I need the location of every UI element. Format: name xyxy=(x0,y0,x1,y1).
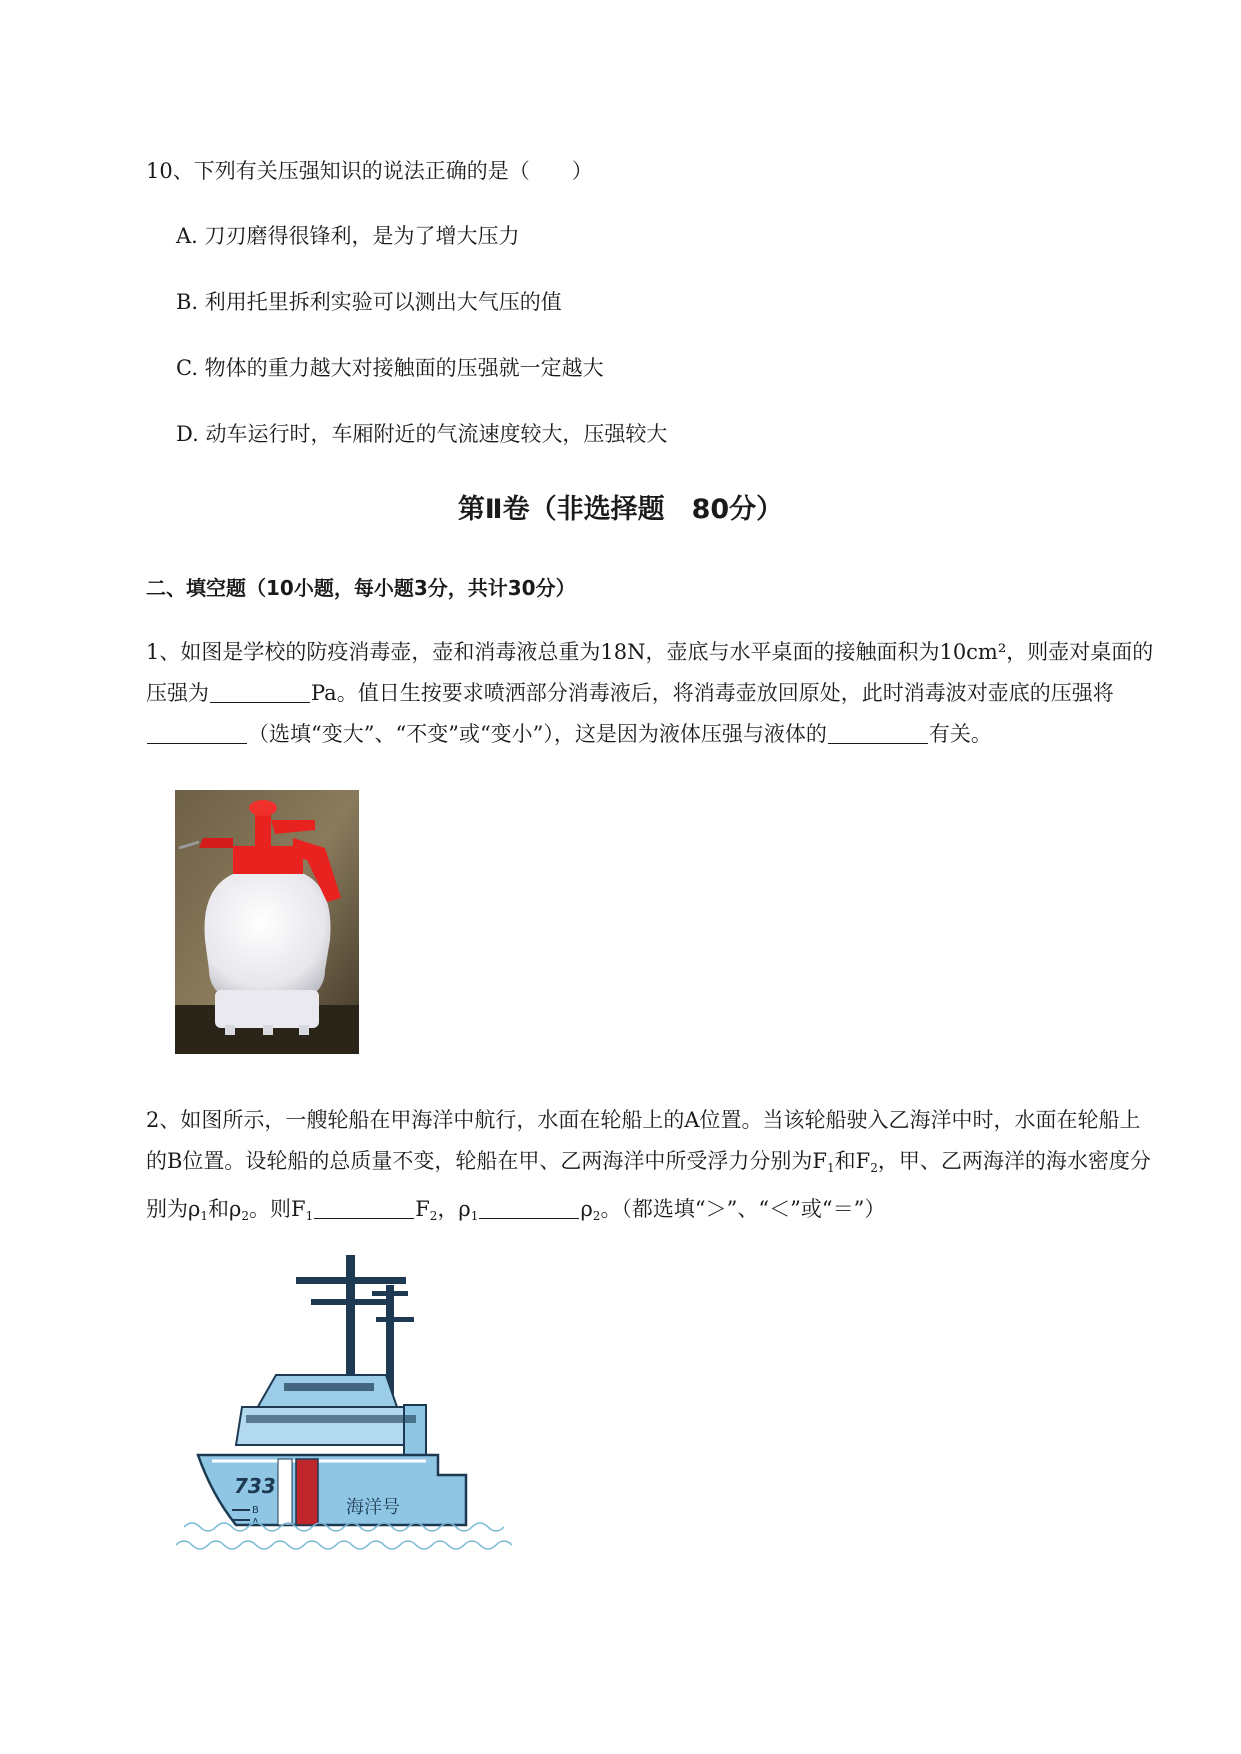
option-a: A. 刀刃磨得很锋利，是为了增大压力 xyxy=(176,224,520,248)
question-1 xyxy=(146,632,1156,755)
ship-illustration xyxy=(176,1255,522,1555)
q2-text-3: ，甲、乙两海洋的海水密度分别为ρ xyxy=(146,1149,1151,1221)
q1-text-2: Pa。值日生按要求喷洒部分消毒液后，将消毒壶放回原处，此时消毒波对壶底的压强将 xyxy=(311,681,1114,705)
q2-sub-6: 2 xyxy=(429,1209,438,1223)
option-d: D. 动车运行时，车厢附近的气流速度较大，压强较大 xyxy=(176,422,668,446)
q2-sub-7: 1 xyxy=(470,1209,479,1223)
q2-text-5: 。则F xyxy=(249,1197,306,1221)
ship-name: 海洋号 xyxy=(346,1497,400,1518)
answer-blank-5[interactable] xyxy=(479,1196,579,1219)
mark-b-label: B xyxy=(252,1505,259,1516)
q2-text-6: F xyxy=(415,1197,430,1221)
q1-text-3: （选填“变大”、“不变”或“变小”），这是因为液体压强与液体的 xyxy=(248,722,827,746)
section-heading: 二、填空题（10小题，每小题3分，共计30分） xyxy=(146,576,576,600)
answer-blank-3[interactable] xyxy=(828,721,928,744)
q2-text-2: 和F xyxy=(834,1149,871,1173)
mark-a-label: A xyxy=(252,1517,259,1528)
answer-blank-2[interactable] xyxy=(147,721,247,744)
q2-text-7: ，ρ xyxy=(437,1197,471,1221)
q2-sub-3: 1 xyxy=(200,1209,208,1223)
q2-text-8: ρ xyxy=(580,1197,593,1221)
q2-sub-4: 2 xyxy=(241,1209,249,1223)
answer-blank-1[interactable] xyxy=(210,680,310,703)
question-10-stem: 10、下列有关压强知识的说法正确的是（ ） xyxy=(146,159,593,183)
question-2 xyxy=(146,1100,1156,1237)
option-b: B. 利用托里拆利实验可以测出大气压的值 xyxy=(176,290,562,314)
q2-text-1: 2、如图所示，一艘轮船在甲海洋中航行，水面在轮船上的A位置。当该轮船驶入乙海洋中时，水面在轮船上的B位置。设轮船的总质量不变，轮船在甲、乙两海洋中所受浮力分别为F xyxy=(146,1108,1141,1173)
hull-number: 733 xyxy=(234,1474,276,1498)
q2-sub-1: 1 xyxy=(827,1161,835,1175)
q1-text-1: 1、如图是学校的防疫消毒壶，壶和消毒液总重为18N，壶底与水平桌面的接触面积为10cm²，则壶对桌面的压强为 xyxy=(146,640,1154,705)
q2-sub-5: 1 xyxy=(305,1209,314,1223)
answer-blank-4[interactable] xyxy=(314,1196,414,1219)
q2-text-4: 和ρ xyxy=(208,1197,242,1221)
part-two-title: 第Ⅱ卷（非选择题 80分） xyxy=(457,494,784,525)
q2-sub-2: 2 xyxy=(870,1161,878,1175)
option-c: C. 物体的重力越大对接触面的压强就一定越大 xyxy=(176,356,604,380)
disinfectant-sprayer-photo xyxy=(175,790,359,1054)
q1-text-4: 有关。 xyxy=(928,722,992,746)
q2-text-9: 。（都选填“＞”、“＜”或“＝”） xyxy=(600,1197,886,1221)
q2-sub-8: 2 xyxy=(592,1209,601,1223)
